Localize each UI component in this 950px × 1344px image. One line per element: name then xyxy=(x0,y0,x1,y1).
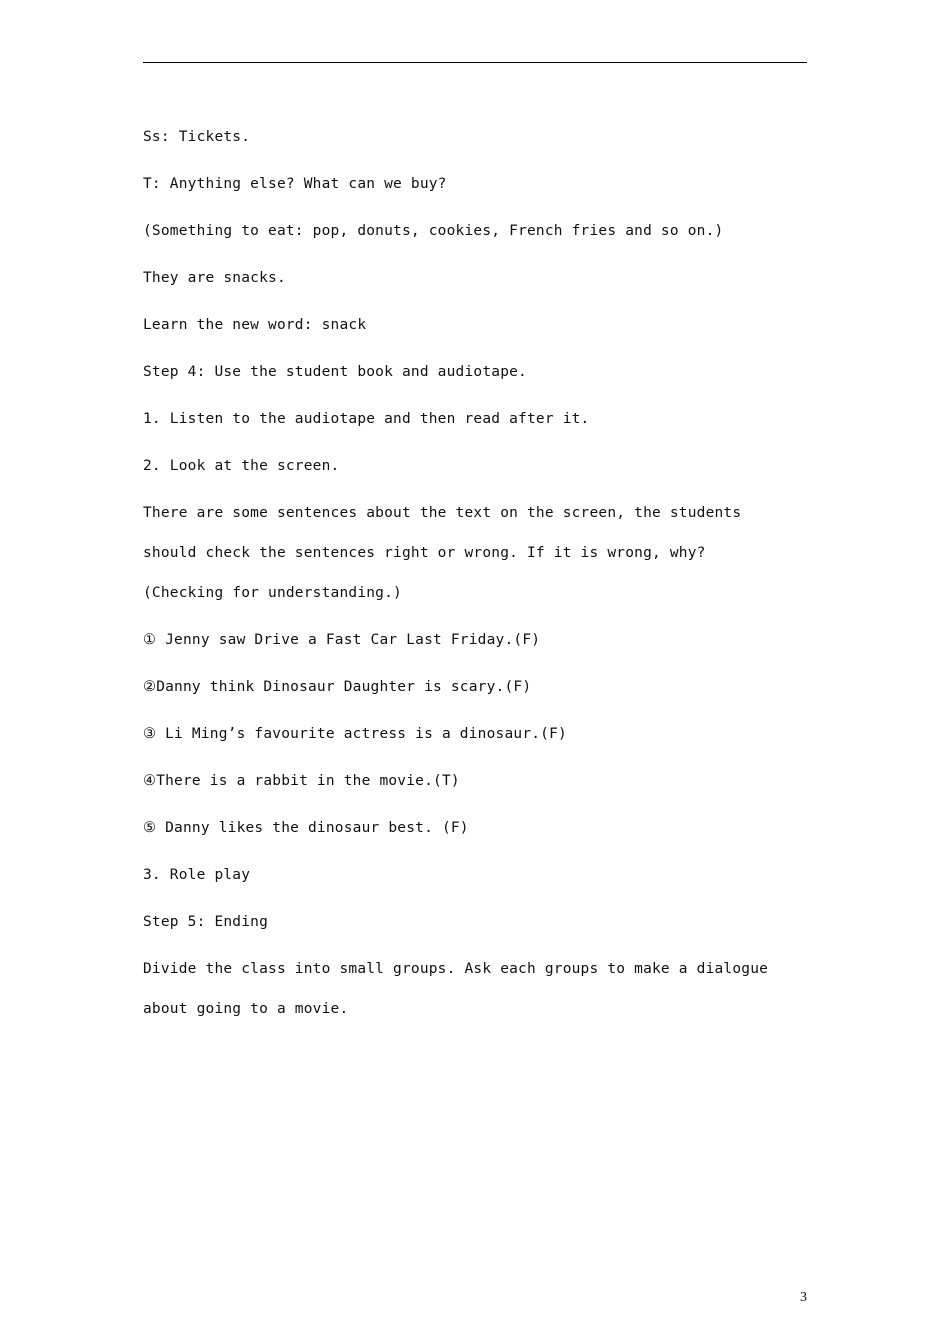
text-line: They are snacks. xyxy=(143,270,286,286)
text-line: Learn the new word: snack xyxy=(143,317,367,333)
screen-paragraph: There are some sentences about the text on the screen, the students should check the sentences right or wrong. If it is wrong, why? xyxy=(143,505,742,561)
statement-item: ① Jenny saw Drive a Fast Car Last Friday.(F) xyxy=(143,632,541,648)
statement-item: ⑤ Danny likes the dinosaur best. (F) xyxy=(143,820,469,836)
text-line: 2. Look at the screen. xyxy=(143,458,340,474)
page-number: 3 xyxy=(800,1290,807,1305)
ending-paragraph: Divide the class into small groups. Ask each groups to make a dialogue about going to a movie. xyxy=(143,961,769,1017)
statement-item: ④There is a rabbit in the movie.(T) xyxy=(143,773,460,789)
text-line: Ss: Tickets. xyxy=(143,129,251,145)
statement-item: ②Danny think Dinosaur Daughter is scary.(F) xyxy=(143,679,532,695)
text-line: (Something to eat: pop, donuts, cookies, French fries and so on.) xyxy=(143,223,724,239)
text-line: 1. Listen to the audiotape and then read after it. xyxy=(143,411,590,427)
document-body xyxy=(143,124,803,1036)
text-line: T: Anything else? What can we buy? xyxy=(143,176,447,192)
checking-note: (Checking for understanding.) xyxy=(143,585,402,601)
statement-item: ③ Li Ming’s favourite actress is a dinosaur.(F) xyxy=(143,726,567,742)
header-rule xyxy=(143,62,807,63)
step-4-heading: Step 4: Use the student book and audiotape. xyxy=(143,364,527,380)
step-5-heading: Step 5: Ending xyxy=(143,914,269,930)
text-line: 3. Role play xyxy=(143,867,251,883)
